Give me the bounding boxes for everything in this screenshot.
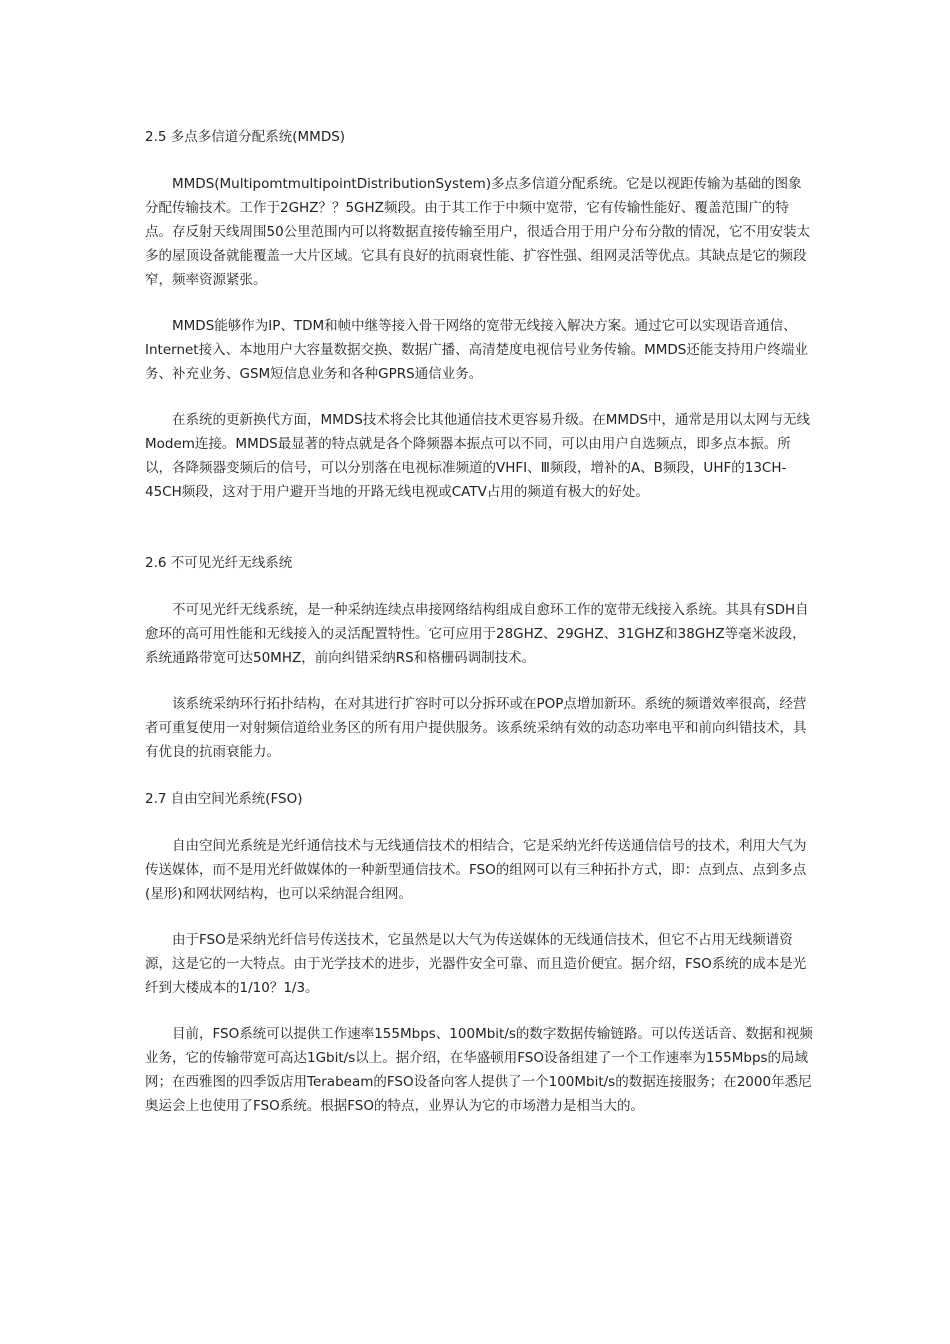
mmds-paragraph-1: MMDS(MultipomtmultipointDistributionSystem)多点多信道分配系统。它是以视距传输为基础的图象分配传输技术。工作于2GHZ？？5GHZ频段。由于其工作于中频中宽带，它有传输性能好、覆盖范围广的特点。存反射天线周围50公里范围内可以将数据直接传输至用户，很适合用于用户分布分散的情况，它不用安装太多的屋顶设备就能覆盖一大片区域。它具有良好的抗雨衰性能、扩容性强、组网灵活等优点。其缺点是它的频段窄，频率资源紧张。: [145, 176, 811, 288]
invisible-fiber-paragraph-1: 不可见光纤无线系统，是一种采纳连续点串接网络结构组成自愈环工作的宽带无线接入系统。其具有SDH自愈环的高可用性能和无线接入的灵活配置特性。它可应用于28GHZ、29GHZ、31GHZ和38GHZ等毫米波段，系统通路带宽可达50MHZ，前向纠错采纳RS和格栅码调制技术。: [145, 602, 809, 666]
fso-paragraph-2: 由于FSO是采纳光纤信号传送技术，它虽然是以大气为传送媒体的无线通信技术，但它不占用无线频谱资源，这是它的一大特点。由于光学技术的进步，光器件安全可靠、而且造价便宜。据介绍，FSO系统的成本是光纤到大楼成本的1/10？1/3。: [145, 932, 807, 996]
mmds-paragraph-2: MMDS能够作为IP、TDM和帧中继等接入骨干网络的宽带无线接入解决方案。通过它可以实现语音通信、Internet接入、本地用户大容量数据交换、数据广播、高清楚度电视信号业务传输。MMDS还能支持用户终端业务、补充业务、GSM短信息业务和各种GPRS通信业务。: [145, 318, 808, 382]
section-heading-2-6: 2.6 不可见光纤无线系统: [145, 555, 293, 571]
fso-paragraph-3: 目前，FSO系统可以提供工作速率155Mbps、100Mbit/s的数字数据传输链路。可以传送话音、数据和视频业务，它的传输带宽可高达1Gbit/s以上。据介绍，在华盛顿用FSO设备组建了一个工作速率为155Mbps的局域网；在西雅图的四季饭店用Terabeam的FSO设备向客人提供了一个100Mbit/s的数据连接服务；在2000年悉尼奥运会上也使用了FSO系统。根据FSO的特点，业界认为它的市场潜力是相当大的。: [145, 1026, 813, 1114]
document-body: [145, 125, 815, 1118]
fso-paragraph-1: 自由空间光系统是光纤通信技术与无线通信技术的相结合，它是采纳光纤传送通信信号的技术，利用大气为传送媒体，而不是用光纤做媒体的一种新型通信技术。FSO的组网可以有三种拓扑方式，即：点到点、点到多点(星形)和网状网结构，也可以采纳混合组网。: [145, 838, 807, 902]
section-heading-2-7: 2.7 自由空间光系统(FSO): [145, 791, 303, 807]
invisible-fiber-paragraph-2: 该系统采纳环行拓扑结构，在对其进行扩容时可以分拆环或在POP点增加新环。系统的频谱效率很高，经营者可重复使用一对射频信道给业务区的所有用户提供服务。该系统采纳有效的动态功率电平和前向纠错技术，具有优良的抗雨衰能力。: [145, 696, 807, 760]
section-heading-2-5: 2.5 多点多信道分配系统(MMDS): [145, 129, 346, 145]
mmds-paragraph-3: 在系统的更新换代方面，MMDS技术将会比其他通信技术更容易升级。在MMDS中，通常是用以太网与无线Modem连接。MMDS最显著的特点就是各个降频器本振点可以不同，可以由用户自选频点，即多点本振。所以，各降频器变频后的信号，可以分别落在电视标准频道的VHFI、Ⅲ频段，增补的A、B频段，UHF的13CH-45CH频段，这对于用户避开当地的开路无线电视或CATV占用的频道有极大的好处。: [145, 412, 811, 500]
